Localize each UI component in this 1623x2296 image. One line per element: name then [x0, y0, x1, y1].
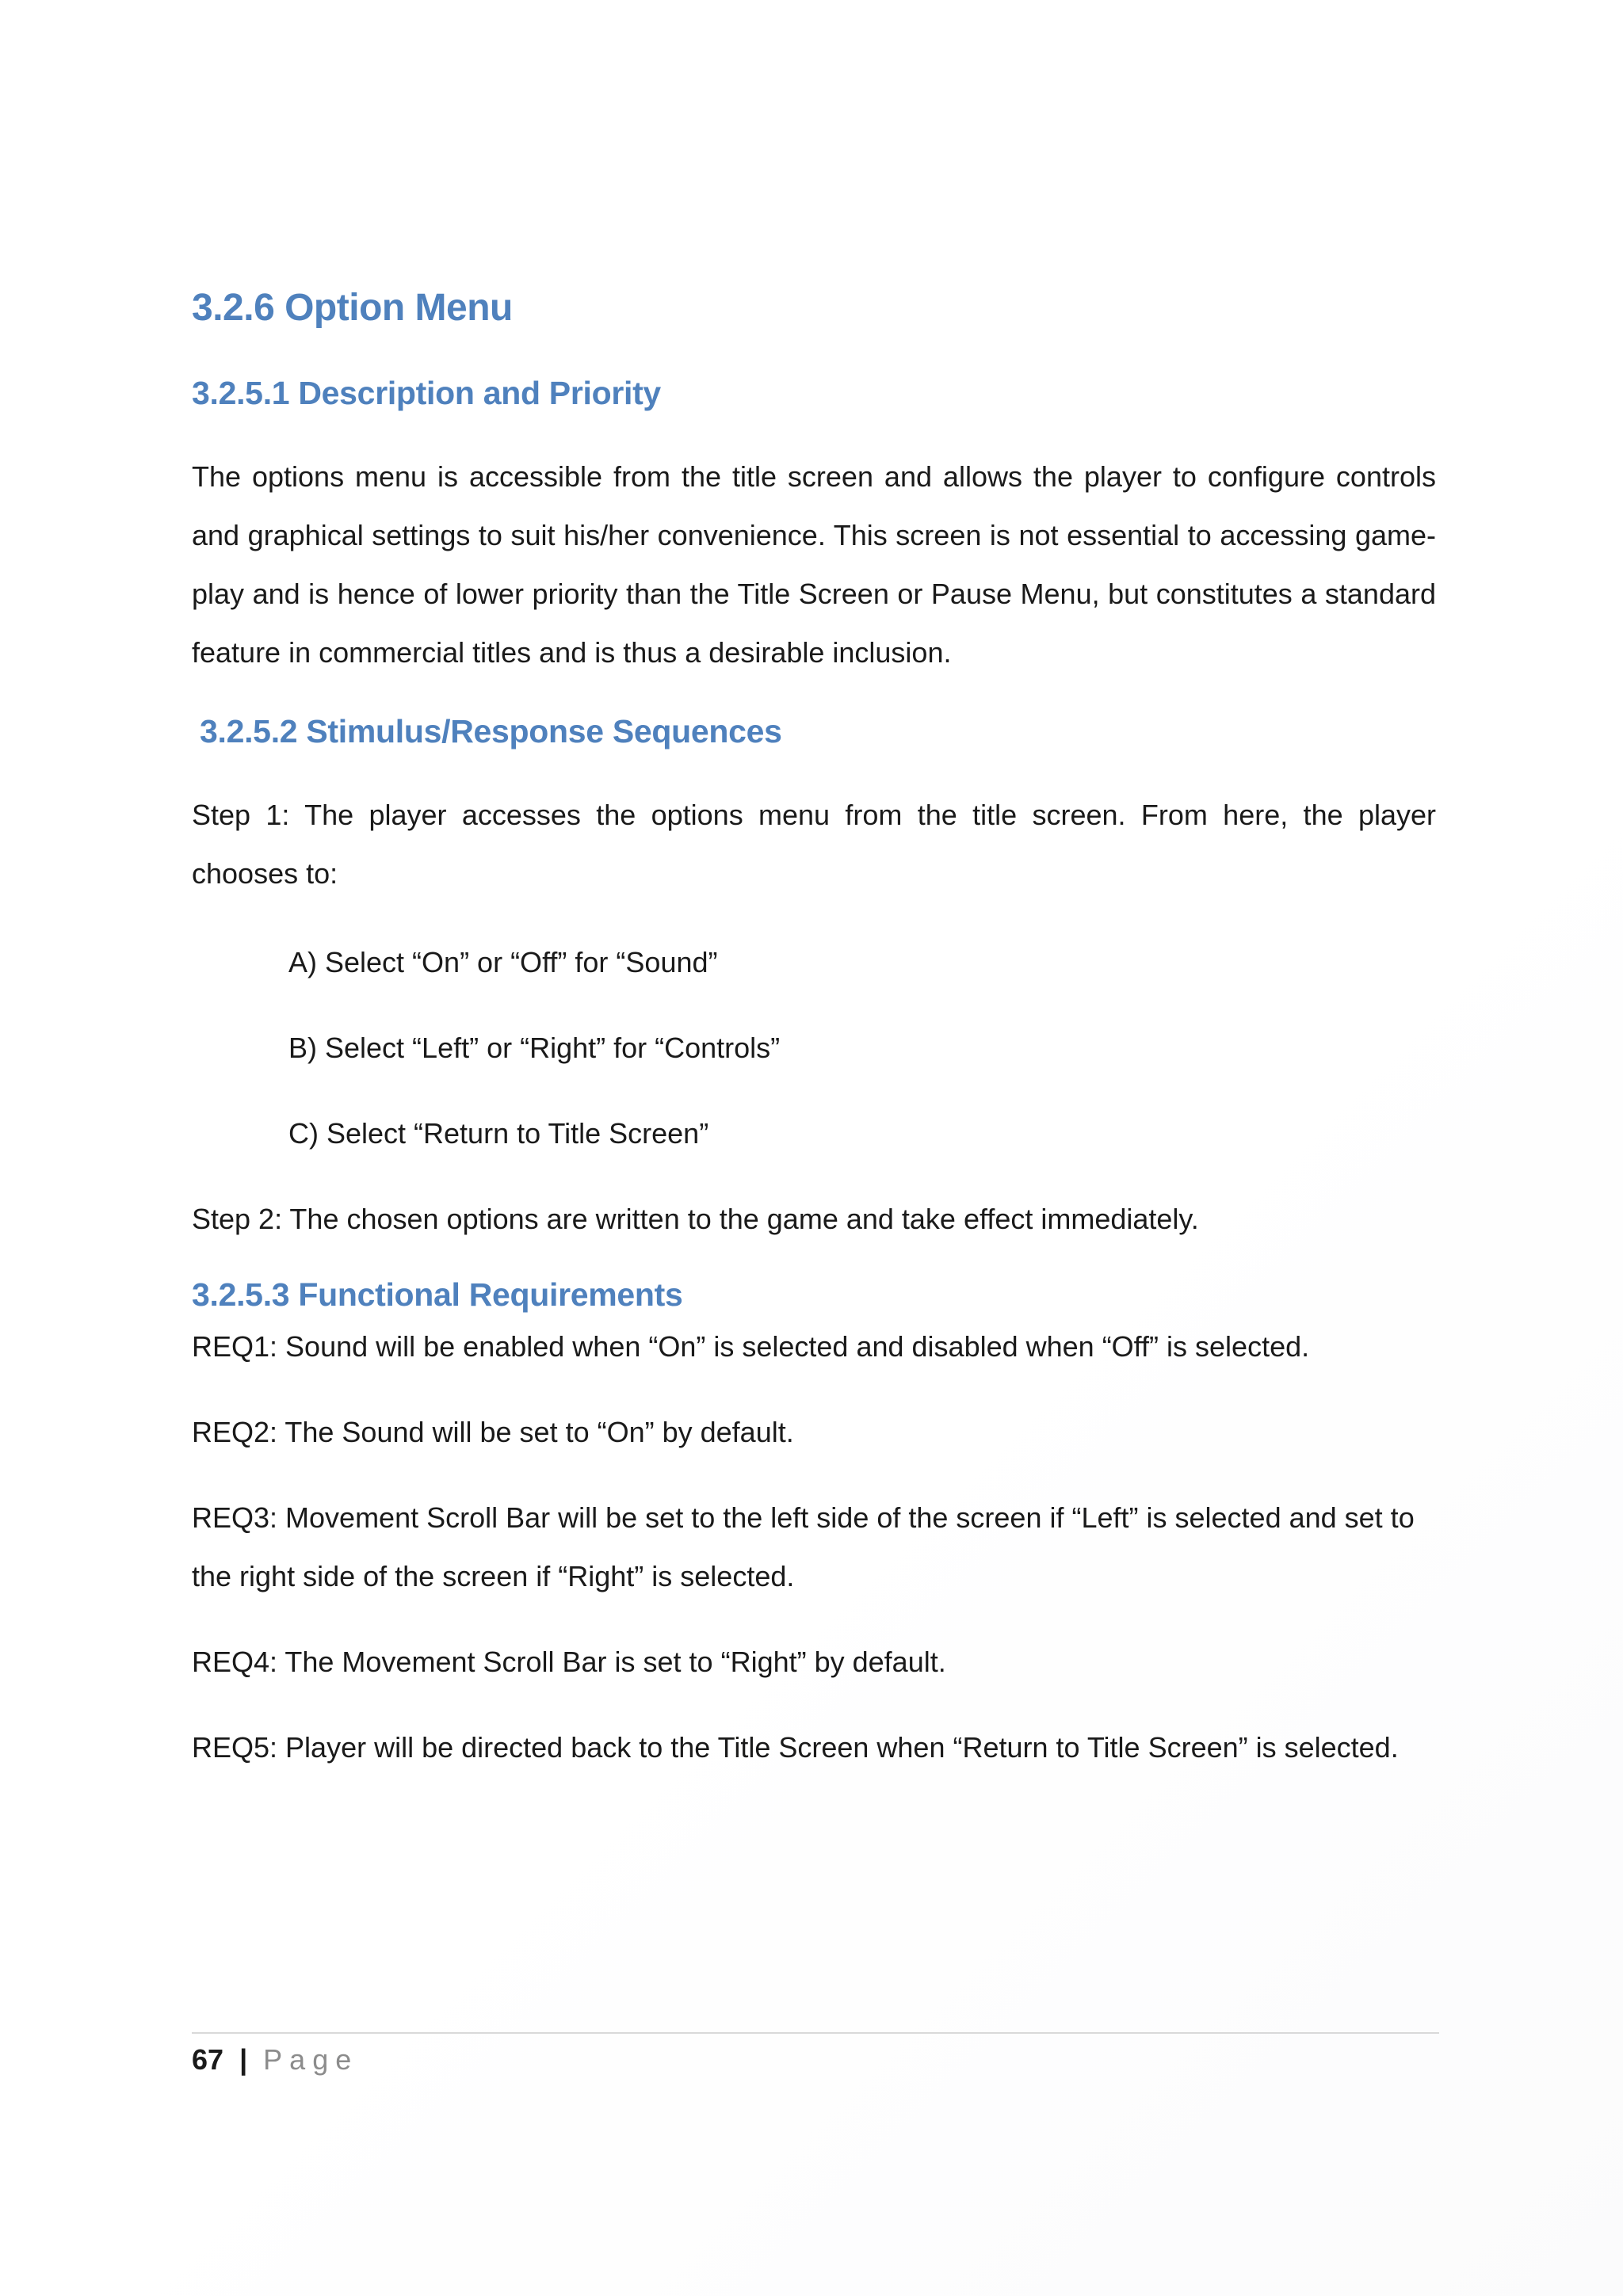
requirement-1: REQ1: Sound will be enabled when “On” is selected and disabled when “Off” is selected.	[192, 1330, 1310, 1363]
functional-heading: 3.2.5.3 Functional Requirements	[192, 1276, 683, 1313]
page-footer	[192, 2038, 358, 2082]
page-label: Page	[263, 2043, 359, 2076]
option-item-return: C) Select “Return to Title Screen”	[288, 1116, 709, 1150]
requirement-2: REQ2: The Sound will be set to “On” by default.	[192, 1416, 794, 1449]
footer-separator: |	[239, 2043, 248, 2076]
requirement-3: REQ3: Movement Scroll Bar will be set to the left side of the screen if “Left” is selected and set to the right side of the screen if “Right” is selected.	[192, 1501, 1415, 1593]
description-heading: 3.2.5.1 Description and Priority	[192, 374, 661, 411]
option-item-sound: A) Select “On” or “Off” for “Sound”	[288, 945, 718, 978]
requirement-5: REQ5: Player will be directed back to the Title Screen when “Return to Title Screen” is selected.	[192, 1731, 1399, 1764]
section-title: 3.2.6 Option Menu	[192, 287, 513, 329]
step-1-text: Step 1: The player accesses the options menu from the title screen. From here, the player chooses to:	[192, 798, 1436, 890]
page-number: 67	[192, 2043, 224, 2076]
page-content	[192, 285, 1436, 1804]
requirement-4: REQ4: The Movement Scroll Bar is set to “Right” by default.	[192, 1646, 946, 1679]
step-2-text: Step 2: The chosen options are written to the game and take effect immediately.	[192, 1202, 1199, 1235]
description-paragraph: The options menu is accessible from the title screen and allows the player to configure controls and graphical settings to suit his/her convenience. This screen is not essential to accessing game-play and is hence of lower priority than the Title Screen or Pause Menu, but constitutes a standard feature in commercial titles and is thus a desirable inclusion.	[192, 460, 1436, 669]
option-item-controls: B) Select “Left” or “Right” for “Controls”	[288, 1031, 781, 1064]
footer-divider	[192, 2032, 1439, 2034]
stimulus-heading: 3.2.5.2 Stimulus/Response Sequences	[200, 712, 782, 749]
